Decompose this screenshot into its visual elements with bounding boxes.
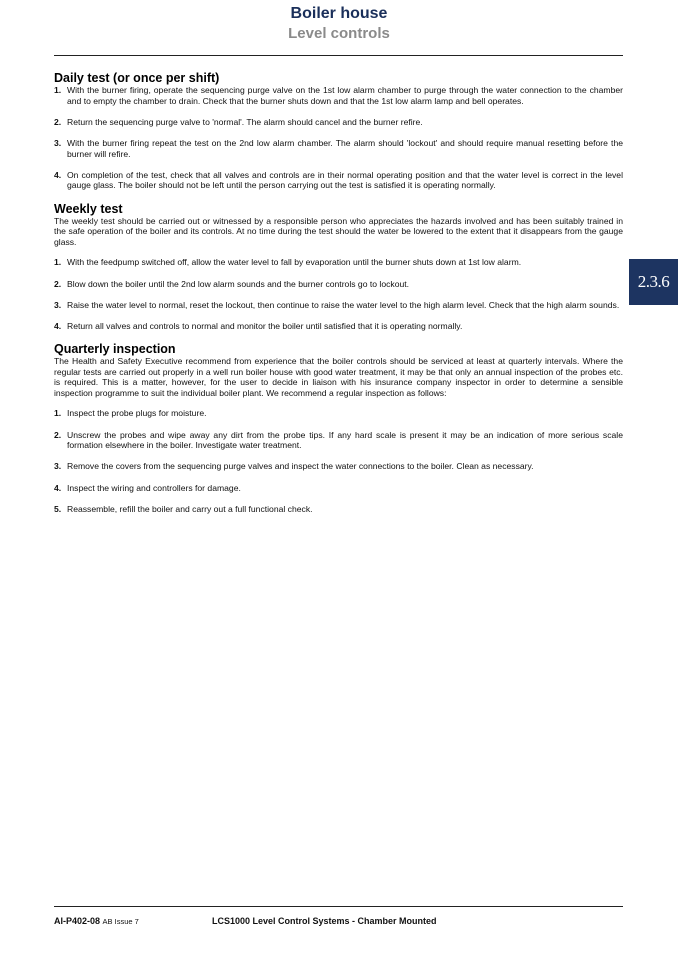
step-text: Unscrew the probes and wipe away any dirt from the probe tips. If any hard scale is present it may be an indication of more serious scale formation elsewhere in the boiler. Investigate water treatment. (67, 429, 623, 451)
step-number: 2. (54, 116, 62, 127)
list-item (54, 257, 623, 268)
step-number: 3. (54, 461, 62, 472)
step-text: Return all valves and controls to normal and monitor the boiler until satisfied that it is operating normally. (67, 320, 463, 331)
step-text: Raise the water level to normal, reset the lockout, then continue to raise the water level to the high alarm level. Check that the high alarm sounds. (67, 299, 620, 310)
header-divider (54, 55, 623, 56)
list-item (54, 279, 623, 290)
step-text: Blow down the boiler until the 2nd low alarm sounds and the burner controls go to lockout. (67, 278, 410, 289)
step-text: Inspect the probe plugs for moisture. (67, 408, 207, 419)
page-title: Boiler house (290, 5, 388, 22)
list-item (54, 408, 623, 419)
section-heading: Daily test (or once per shift) (54, 71, 220, 85)
step-number: 2. (54, 278, 62, 289)
daily-test-section (54, 71, 623, 191)
list-item (54, 483, 623, 494)
list-item (54, 461, 623, 472)
step-number: 1. (54, 408, 62, 419)
step-text: Inspect the wiring and controllers for damage. (67, 482, 241, 493)
step-text: With the burner firing repeat the test on the 2nd low alarm chamber. The alarm should 'lockout' and should require manual resetting before the burner will refire. (67, 137, 623, 159)
step-number: 4. (54, 169, 62, 180)
step-number: 2. (54, 429, 62, 440)
list-item (54, 138, 623, 159)
step-number: 4. (54, 320, 62, 331)
list-item (54, 85, 623, 106)
step-number: 4. (54, 482, 62, 493)
daily-test-steps (54, 85, 623, 191)
step-text: With the feedpump switched off, allow the water level to fall by evaporation until the burner shuts down at 1st low alarm. (67, 257, 522, 268)
list-item (54, 117, 623, 128)
issue-label: AB Issue 7 (102, 917, 139, 926)
step-text: Return the sequencing purge valve to 'normal'. The alarm should cancel and the burner refire. (67, 116, 423, 127)
page-subtitle: Level controls (288, 25, 390, 42)
list-item (54, 504, 623, 515)
doc-code: AI-P402-08 (54, 916, 101, 926)
section-heading: Weekly test (54, 201, 123, 216)
step-number: 5. (54, 503, 62, 514)
list-item (54, 170, 623, 191)
list-item (54, 300, 623, 311)
section-tab: 2.3.6 (629, 259, 678, 305)
quarterly-inspection-steps (54, 408, 623, 514)
list-item (54, 430, 623, 451)
section-intro: The weekly test should be carried out or witnessed by a responsible person who appreciates the hazards involved and has been suitably trained in the safe operation of the boiler and its controls. At no time during the test should the water be lowered to the extent that it disappears from the gauge glass. (54, 215, 623, 247)
step-text: On completion of the test, check that all valves and controls are in their normal operating position and that the water level is correct in the level gauge glass. The boiler should not be left until the person carrying out the test is satisfied it is operating normally. (67, 169, 623, 191)
page-header (0, 5, 678, 43)
step-text: Remove the covers from the sequencing purge valves and inspect the water connections to the boiler. Clean as necessary. (67, 461, 534, 472)
step-text: With the burner firing, operate the sequencing purge valve on the 1st low alarm chamber to purge through the water connection to the chamber and to empty the chamber to drain. Check that the burner shuts down and that the 1st low alarm lamp and bell operates. (67, 85, 623, 106)
list-item (54, 321, 623, 332)
step-number: 3. (54, 299, 62, 310)
footer-doc-code (54, 916, 139, 926)
step-text: Reassemble, refill the boiler and carry out a full functional check. (67, 503, 313, 514)
footer-title: LCS1000 Level Control Systems - Chamber Mounted (212, 916, 437, 926)
weekly-test-section (54, 202, 623, 332)
step-number: 1. (54, 85, 62, 95)
quarterly-inspection-section (54, 342, 623, 514)
weekly-test-steps (54, 257, 623, 331)
footer-divider (54, 906, 623, 907)
step-number: 1. (54, 257, 62, 268)
section-heading: Quarterly inspection (54, 342, 176, 357)
section-intro: The Health and Safety Executive recommend from experience that the boiler controls should be serviced at least at quarterly intervals. Where the regular tests are carried out properly in a well run boiler house with good water treatment, it may be that only an annual inspection of the probes etc. is required. This is a matter, however, for the user to decide in liaison with his insurance company inspector in order to determine a sensible inspection programme to suit the individual boiler plant. We recommend a regular inspection as follows: (54, 356, 623, 398)
step-number: 3. (54, 137, 62, 148)
document-body (54, 71, 623, 525)
